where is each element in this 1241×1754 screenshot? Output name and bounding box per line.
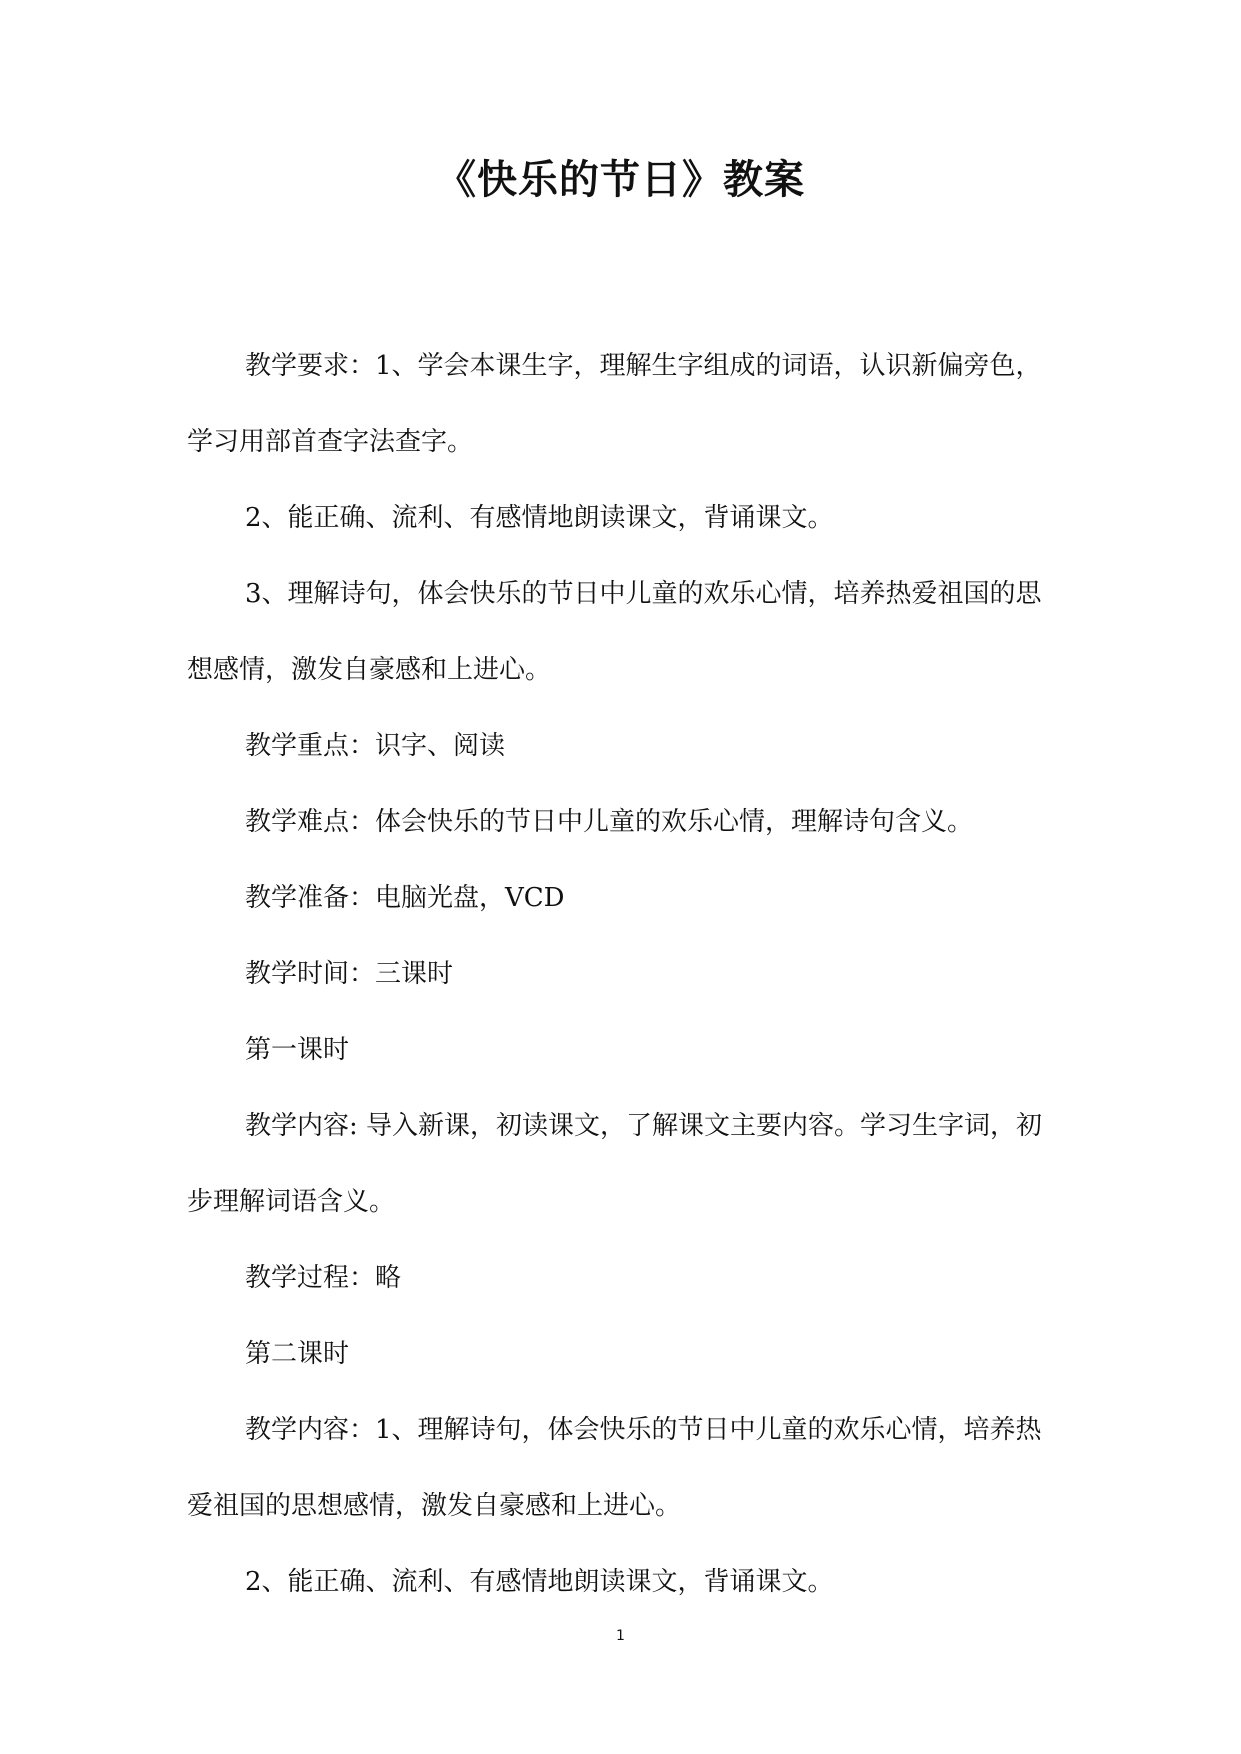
paragraph-teaching-preparation: 教学准备：电脑光盘，VCD [245,883,565,913]
section-heading-lesson-1: 第一课时 [245,1035,350,1065]
paragraph-teaching-focus: 教学重点：识字、阅读 [245,731,506,761]
paragraph-lesson-1-content: 教学内容: 导入新课，初读课文，了解课文主要内容。学习生字词，初步理解词语含义。 [187,1111,1043,1217]
paragraph-teaching-requirements: 教学要求：1、学会本课生字，理解生字组成的词语，认识新偏旁色，学习用部首查字法查字。 [187,351,1042,457]
paragraph-lesson-2-item-2: 2、能正确、流利、有感情地朗读课文，背诵课文。 [245,1567,834,1597]
paragraph-requirement-3: 3、理解诗句，体会快乐的节日中儿童的欢乐心情，培养热爱祖国的思想感情，激发自豪感和上进心。 [187,579,1042,685]
section-heading-lesson-2: 第二课时 [245,1339,350,1369]
paragraph-teaching-difficulty: 教学难点：体会快乐的节日中儿童的欢乐心情，理解诗句含义。 [245,807,974,837]
paragraph-lesson-1-process: 教学过程：略 [245,1263,402,1293]
document-body [187,328,1067,1620]
paragraph-requirement-2: 2、能正确、流利、有感情地朗读课文，背诵课文。 [245,503,834,533]
paragraph-teaching-time: 教学时间：三课时 [245,959,454,989]
paragraph-lesson-2-content: 教学内容：1、理解诗句，体会快乐的节日中儿童的欢乐心情，培养热爱祖国的思想感情，激发自豪感和上进心。 [187,1415,1042,1521]
page-number: 1 [616,1628,625,1644]
document-title: 《快乐的节日》教案 [436,157,805,203]
